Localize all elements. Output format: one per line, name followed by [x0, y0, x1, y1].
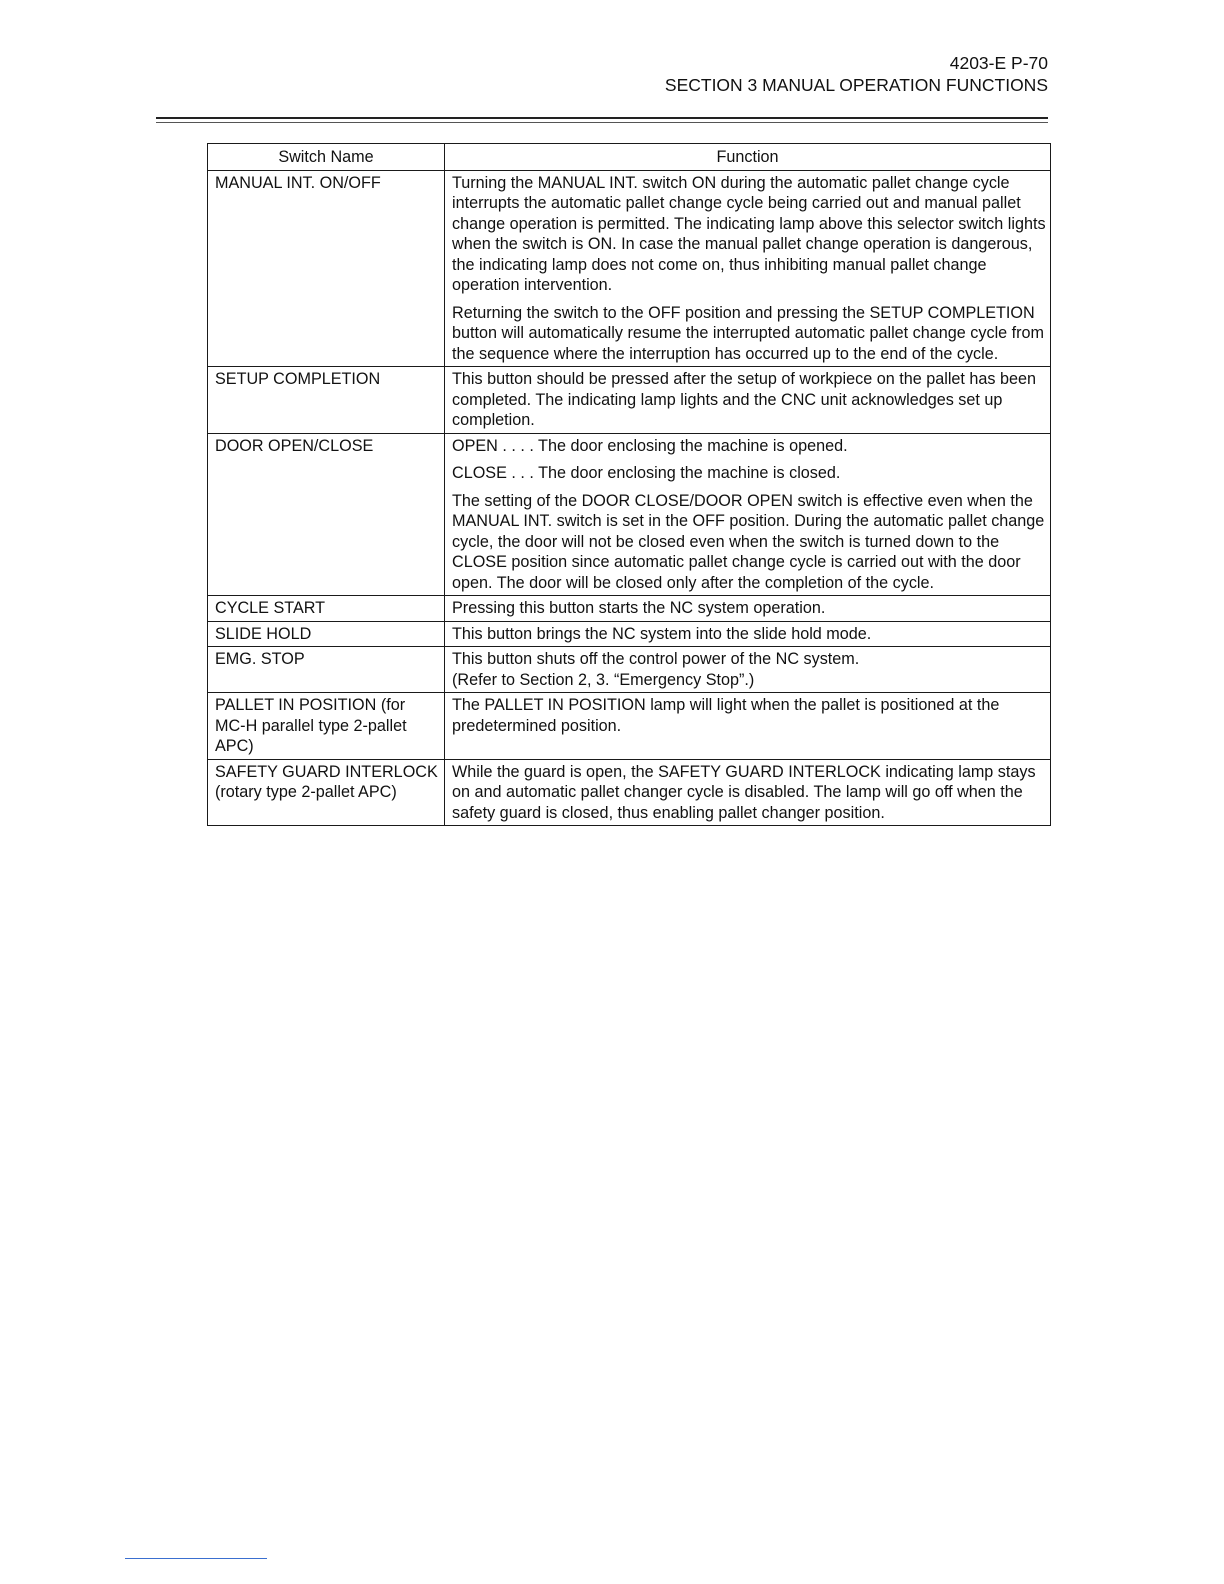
- function-cell: [445, 759, 1051, 826]
- function-paragraph: This button shuts off the control power of the NC system. (Refer to Section 2, 3. “Emergency Stop”.): [452, 650, 860, 689]
- switch-name-cell: SETUP COMPLETION: [208, 367, 445, 434]
- switch-function-table: [207, 143, 1051, 826]
- switch-name-cell: MANUAL INT. ON/OFF: [208, 170, 445, 367]
- function-cell: [445, 170, 1051, 367]
- table-row: [208, 621, 1051, 647]
- function-paragraph: CLOSE . . . The door enclosing the machine is closed.: [452, 464, 841, 482]
- function-cell: [445, 433, 1051, 596]
- function-paragraph: The PALLET IN POSITION lamp will light when the pallet is positioned at the predetermined position.: [452, 696, 1000, 735]
- function-cell: [445, 693, 1051, 760]
- function-paragraph: The setting of the DOOR CLOSE/DOOR OPEN switch is effective even when the MANUAL INT. switch is set in the OFF position. During the automatic pallet change cycle, the door will not be closed even when the switch is turned down to the CLOSE position since automatic pallet change cycle is carried out with the door open. The door will be closed only after the completion of the cycle.: [452, 491, 1045, 592]
- switch-name-cell: SLIDE HOLD: [208, 621, 445, 647]
- footnote-rule: [125, 1558, 267, 1559]
- function-paragraph: OPEN . . . . The door enclosing the machine is opened.: [452, 436, 848, 455]
- column-header-function: Function: [445, 144, 1051, 171]
- page-header: [665, 52, 1048, 96]
- table-header-row: [208, 144, 1051, 171]
- function-cell: [445, 367, 1051, 434]
- table-row: [208, 367, 1051, 434]
- table-row: [208, 693, 1051, 760]
- switch-name-cell: DOOR OPEN/CLOSE: [208, 433, 445, 596]
- function-paragraph: This button should be pressed after the setup of workpiece on the pallet has been completed. The indicating lamp lights and the CNC unit acknowledges set up completion.: [452, 370, 1037, 429]
- function-paragraph: Turning the MANUAL INT. switch ON during the automatic pallet change cycle interrupts the automatic pallet change cycle being carried out and manual pallet change operation is permitted. The indicating lamp above this selector switch lights when the switch is ON. In case the manual pallet change operation is dangerous, the indicating lamp does not come on, thus inhibiting manual pallet change operation intervention.: [452, 173, 1046, 294]
- table-row: [208, 647, 1051, 693]
- header-rule-thin: [156, 122, 1048, 123]
- table-row: [208, 596, 1051, 622]
- function-paragraph: While the guard is open, the SAFETY GUARD INTERLOCK indicating lamp stays on and automatic pallet changer cycle is disabled. The lamp will go off when the safety guard is closed, thus enabling pallet changer position.: [452, 762, 1036, 822]
- column-header-switch-name: Switch Name: [208, 144, 445, 171]
- function-cell: [445, 647, 1051, 693]
- header-rule: [156, 117, 1048, 119]
- section-title: SECTION 3 MANUAL OPERATION FUNCTIONS: [664, 75, 1048, 95]
- function-paragraph: This button brings the NC system into the slide hold mode.: [452, 624, 872, 643]
- switch-name-cell: CYCLE START: [208, 596, 445, 622]
- function-cell: [445, 596, 1051, 622]
- table-row: [208, 433, 1051, 596]
- doc-page-number: 4203-E P-70: [949, 53, 1048, 73]
- table-row: [208, 170, 1051, 367]
- table-row: [208, 759, 1051, 826]
- function-paragraph: Returning the switch to the OFF position and pressing the SETUP COMPLETION button will automatically resume the interrupted automatic pallet change cycle from the sequence where the interruption has occurred up to the end of the cycle.: [452, 303, 1045, 363]
- switch-name-cell: SAFETY GUARD INTERLOCK (rotary type 2-pallet APC): [208, 759, 445, 826]
- switch-name-cell: PALLET IN POSITION (for MC-H parallel type 2-pallet APC): [208, 693, 445, 760]
- function-paragraph: Pressing this button starts the NC system operation.: [452, 599, 826, 617]
- function-cell: [445, 621, 1051, 647]
- switch-name-cell: EMG. STOP: [208, 647, 445, 693]
